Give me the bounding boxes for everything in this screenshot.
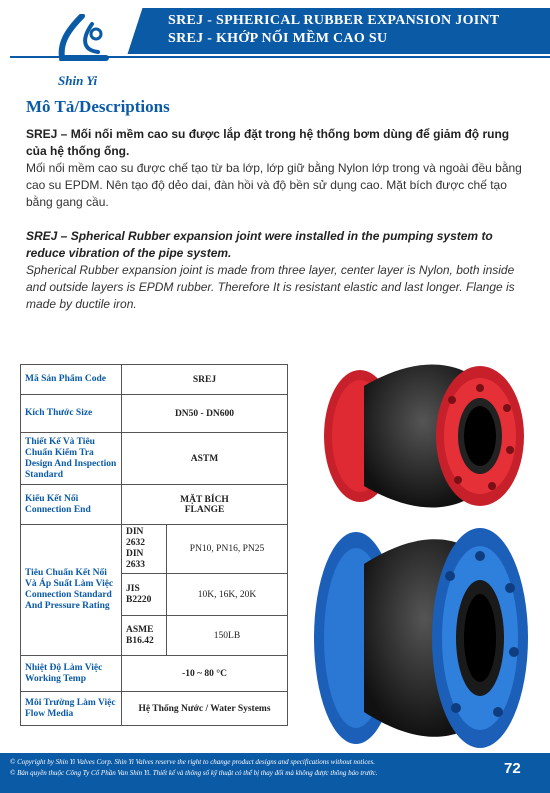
description-en-lead: SREJ – Spherical Rubber expansion joint were installed in the pumping system to reduce vibration of the pipe system. <box>26 229 493 260</box>
header-rule <box>10 56 550 58</box>
description-vi-lead: SREJ – Mối nối mềm cao su được lắp đặt trong hệ thống bơm dùng để giảm độ rung của hệ thống ống. <box>26 127 510 158</box>
size-value: DN50 - DN600 <box>122 395 288 433</box>
pressure-std: JIS B2220 <box>122 574 167 616</box>
footer-copyright-en: © Copyright by Shin Yi Valves Corp. Shin Yi Valves reserve the right to change product designs and specifications without notices. <box>10 758 376 766</box>
temp-value: -10 ~ 80 °C <box>122 656 288 692</box>
table-row <box>21 433 288 485</box>
pressure-rating: PN10, PN16, PN25 <box>167 525 288 574</box>
table-row <box>21 485 288 525</box>
pressure-std: ASME B16.42 <box>122 616 167 656</box>
standard-label: Thiết Kế Và Tiêu Chuẩn Kiểm Tra Design And Inspection Standard <box>21 433 122 485</box>
connection-value <box>122 485 288 525</box>
table-row <box>21 365 288 395</box>
header-title-en: SREJ - SPHERICAL RUBBER EXPANSION JOINT <box>168 13 500 28</box>
table-row <box>21 395 288 433</box>
pressure-label: Tiêu Chuẩn Kết Nối Và Áp Suất Làm Việc Connection Standard And Pressure Rating <box>21 525 122 656</box>
size-label: Kích Thước Size <box>21 395 122 433</box>
blue-expansion-joint-image <box>304 512 532 750</box>
description-en-body: Spherical Rubber expansion joint is made from three layer, center layer is Nylon, both inside and outside layers is EPDM rubber. Therefore It is resistant elastic and last longer. Flange is made by ductile iron. <box>26 263 515 311</box>
connection-label: Kiểu Kết Nối Connection End <box>21 485 122 525</box>
table-row <box>21 525 288 574</box>
standard-value: ASTM <box>122 433 288 485</box>
spec-table <box>20 364 288 726</box>
footer-copyright-vi: © Bản quyền thuộc Công Ty Cổ Phần Van Shin Yi. Thiết kế và thông số kỹ thuật có thể bị thay đổi mà không được thông báo trước. <box>10 769 378 777</box>
red-expansion-joint-image <box>312 358 530 508</box>
section-heading: Mô Tả/Descriptions <box>26 97 170 116</box>
temp-label: Nhiệt Độ Làm Việc Working Temp <box>21 656 122 692</box>
code-value: SREJ <box>122 365 288 395</box>
connection-value-vi: MẶT BÍCH <box>180 494 229 505</box>
table-row <box>21 656 288 692</box>
table-row <box>21 692 288 726</box>
description-vi <box>26 126 526 211</box>
pressure-rating: 150LB <box>167 616 288 656</box>
connection-value-en: FLANGE <box>184 504 225 515</box>
page-number: 72 <box>504 760 521 777</box>
media-value: Hệ Thống Nước / Water Systems <box>122 692 288 726</box>
description-en <box>26 228 526 313</box>
pressure-rating: 10K, 16K, 20K <box>167 574 288 616</box>
description-vi-body: Mối nối mềm cao su được chế tạo từ ba lớp, lớp giữ bằng Nylon lớp trong và ngoài đều bằng cao su EPDM. Nên tạo độ dẻo dai, đàn hồi và độ bền sử dụng cao. Mặt bích được chế tạo bằng gang cầu. <box>26 161 522 209</box>
media-label: Môi Trường Làm Việc Flow Media <box>21 692 122 726</box>
header-title-vi: SREJ - KHỚP NỐI MỀM CAO SU <box>168 31 388 46</box>
logo-text: Shin Yi <box>58 73 98 88</box>
code-label: Mã Sản Phẩm Code <box>21 365 122 395</box>
pressure-std: DIN 2632 DIN 2633 <box>122 525 167 574</box>
shin-yi-logo <box>52 14 122 69</box>
